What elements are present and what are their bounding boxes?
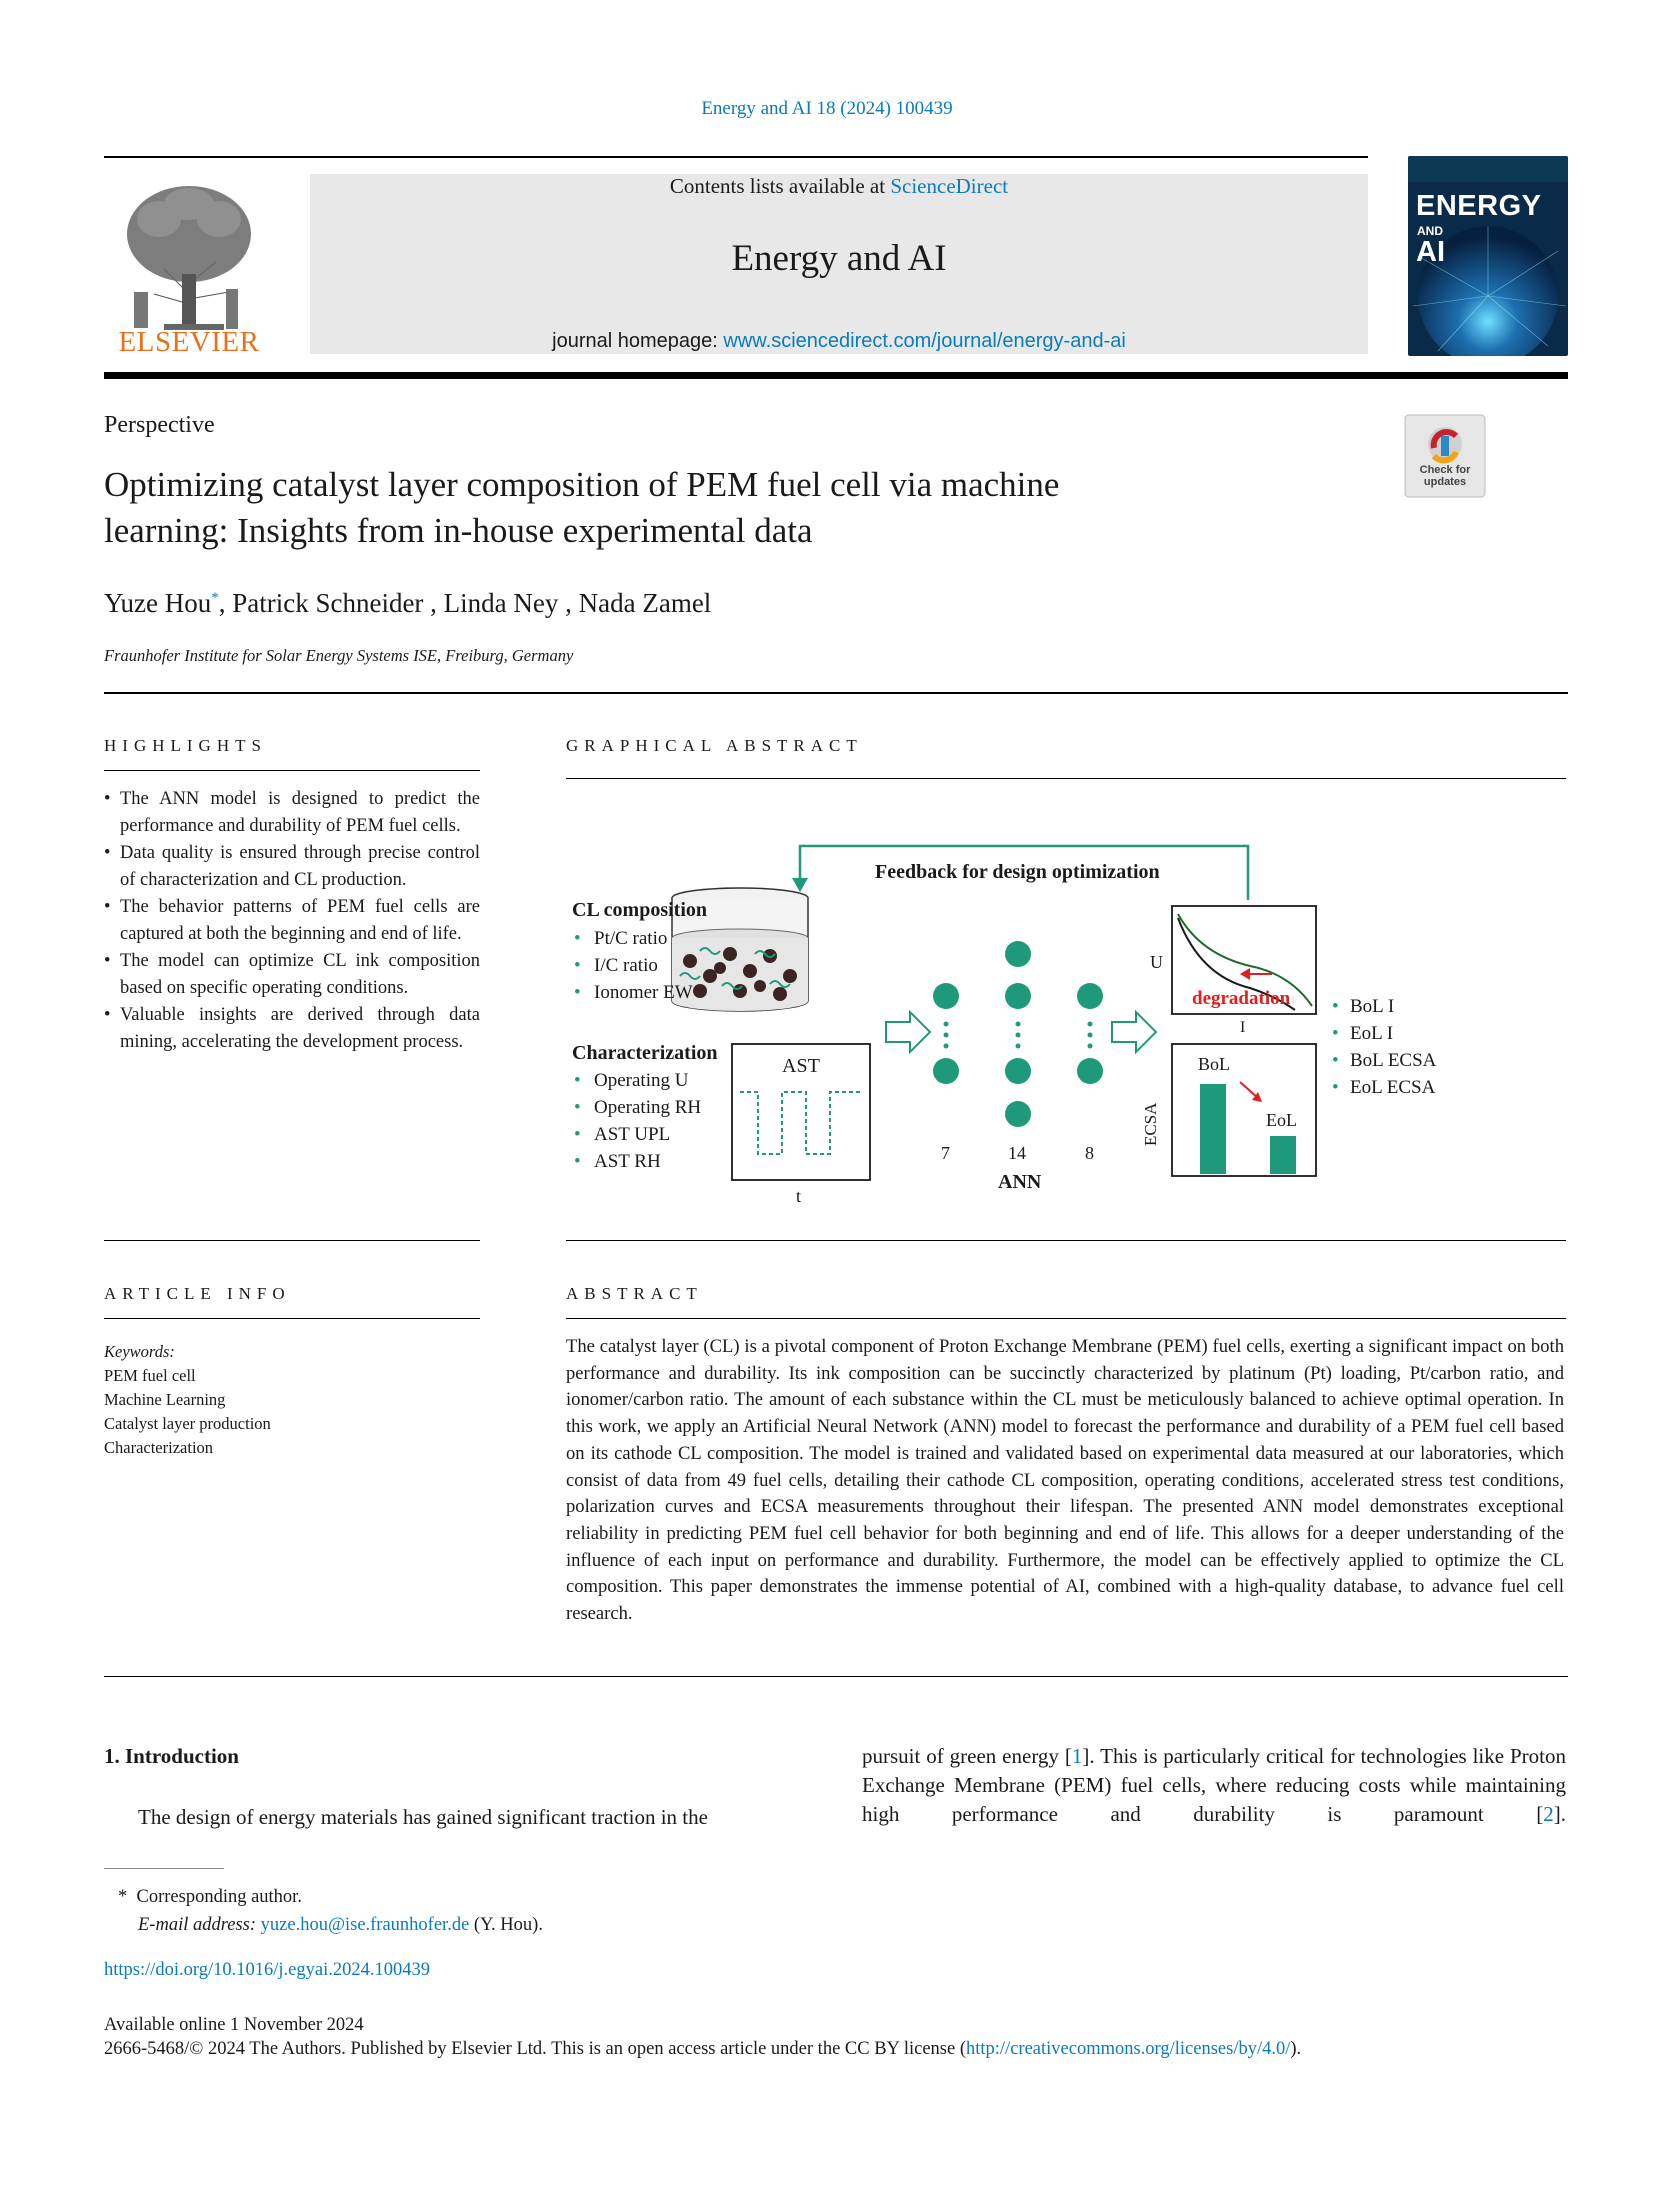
- bullet-icon: •: [574, 1097, 581, 1118]
- keywords: [104, 1340, 480, 1460]
- output-item: EoL I: [1350, 1023, 1394, 1044]
- keyword: Characterization: [104, 1438, 214, 1457]
- intro-text: ]. This is particularly critical for technologies like Proton Exchange Membrane (PEM) fuel cells, where reducing costs while maintaining high performance and durability is paramount [: [862, 1744, 1566, 1826]
- journal-reference[interactable]: Energy and AI 18 (2024) 100439: [701, 98, 953, 119]
- u-label: U: [1150, 952, 1163, 972]
- output-item: BoL I: [1350, 996, 1395, 1017]
- highlights-list: [104, 786, 480, 1056]
- keyword: Catalyst layer production: [104, 1414, 271, 1433]
- ann-label: ANN: [998, 1171, 1042, 1193]
- feedback-label: Feedback for design optimization: [875, 861, 1160, 883]
- highlights-rule: [104, 770, 480, 771]
- title-line-2: learning: Insights from in-house experimental data: [104, 511, 813, 550]
- highlight-item: • The behavior patterns of PEM fuel cells are captured at both the beginning and end of life.: [104, 894, 480, 948]
- abstract-heading: ABSTRACT: [566, 1284, 703, 1303]
- bol-label: BoL: [1198, 1054, 1231, 1074]
- highlight-item: • The model can optimize CL ink composition based on specific operating conditions.: [104, 948, 480, 1002]
- graphical-abstract-rule: [566, 778, 1566, 779]
- degradation-label: degradation: [1192, 988, 1291, 1009]
- bullet-icon: •: [1332, 1023, 1339, 1044]
- graphical-abstract-heading: GRAPHICAL ABSTRACT: [566, 736, 863, 755]
- cl-item: Ionomer EW: [594, 982, 693, 1003]
- intro-text: ].: [1553, 1802, 1566, 1826]
- homepage-link[interactable]: www.sciencedirect.com/journal/energy-and-ai: [723, 330, 1126, 352]
- layer-count: 14: [1008, 1143, 1026, 1163]
- bullet-icon: •: [574, 1124, 581, 1145]
- sciencedirect-link[interactable]: ScienceDirect: [890, 174, 1009, 198]
- license-prefix: 2666-5468/© 2024 The Authors. Published by Elsevier Ltd. This is an open access article under the CC BY license (: [104, 2039, 966, 2059]
- article-info-rule: [104, 1318, 480, 1319]
- keyword: PEM fuel cell: [104, 1366, 196, 1385]
- email-suffix: (Y. Hou).: [469, 1915, 543, 1935]
- graphical-abstract: [560, 836, 1550, 1236]
- highlight-item: • Valuable insights are derived through data mining, accelerating the development process.: [104, 1002, 480, 1056]
- abstract-text: The catalyst layer (CL) is a pivotal component of Proton Exchange Membrane (PEM) fuel cells, exerting a significant impact on both performance and durability. Its ink composition can be succinctly characterized by platinum (Pt) loading, Pt/carbon ratio, and ionomer/carbon ratio. The amount of each substance within the CL must be meticulously balanced to achieve optimal operation. In this work, we apply an Artificial Neural Network (ANN) model to forecast the performance and durability of a PEM fuel cell based on its cathode CL composition. The model is trained and validated based on experimental data measured at our laboratories, which consist of data from 49 fuel cells, detailing their cathode CL composition, operating conditions, accelerated stress test conditions, polarization curves and ECSA measurements throughout their lifespan. The presented ANN model demonstrates exceptional reliability in predicting PEM fuel cell behavior for both beginning and end of life. This allows for a deeper understanding of the influence of each input on performance and durability. Furthermore, the model can be effectively applied to optimize the CL composition. This paper demonstrates the immense potential of AI, combined with a high-quality database, to advance fuel cell research.: [566, 1336, 1564, 1625]
- feedback-arrow-head: [792, 878, 808, 892]
- bullet-icon: •: [574, 928, 581, 949]
- highlights-heading: HIGHLIGHTS: [104, 736, 267, 755]
- abstract-rule: [566, 1318, 1566, 1319]
- article-title: [104, 462, 1304, 554]
- corresponding-mark[interactable]: *: [211, 590, 219, 606]
- elsevier-logo[interactable]: [104, 174, 274, 364]
- contents-line: [310, 174, 1368, 199]
- bullet-icon: •: [574, 955, 581, 976]
- footnote: [104, 1883, 543, 1939]
- cl-item: I/C ratio: [594, 955, 658, 976]
- homepage-line: [310, 330, 1368, 353]
- journal-cover[interactable]: [1408, 156, 1568, 356]
- highlight-item: • The ANN model is designed to predict the performance and durability of PEM fuel cells.: [104, 786, 480, 840]
- bullet-icon: •: [574, 1070, 581, 1091]
- highlight-item: • Data quality is ensured through precise control of characterization and CL production.: [104, 840, 480, 894]
- doi-link[interactable]: https://doi.org/10.1016/j.egyai.2024.100439: [104, 1960, 430, 1980]
- eol-label: EoL: [1266, 1110, 1297, 1130]
- cover-title: ENERGY: [1416, 190, 1542, 222]
- license-link[interactable]: http://creativecommons.org/licenses/by/4.0/: [966, 2039, 1291, 2059]
- output-item: BoL ECSA: [1350, 1050, 1437, 1071]
- i-label: I: [1240, 1019, 1246, 1036]
- output-arrow-icon: [1112, 1012, 1156, 1052]
- available-online: Available online 1 November 2024: [104, 2015, 364, 2035]
- cl-composition-title: CL composition: [572, 899, 708, 921]
- cover-ai: AI: [1416, 236, 1445, 268]
- email-label: E-mail address:: [138, 1915, 261, 1935]
- layer-count: 7: [941, 1143, 950, 1163]
- corresponding-author-note: [104, 1883, 543, 1911]
- contents-prefix: Contents lists available at: [669, 174, 891, 198]
- corresponding-text: Corresponding author.: [136, 1887, 302, 1907]
- bullet-icon: •: [574, 982, 581, 1003]
- eol-bar: [1270, 1136, 1296, 1174]
- t-label: t: [796, 1186, 802, 1206]
- elsevier-wordmark: ELSEVIER: [118, 326, 260, 358]
- highlights-bottom-rule: [104, 1240, 480, 1241]
- intro-paragraph-right: [862, 1742, 1566, 1829]
- license-suffix: ).: [1290, 2039, 1302, 2059]
- footnote-mark: *: [118, 1887, 128, 1907]
- email-link[interactable]: yuze.hou@ise.fraunhofer.de: [260, 1915, 470, 1935]
- homepage-prefix: journal homepage:: [552, 330, 724, 352]
- intro-paragraph-left: The design of energy materials has gained significant traction in the: [138, 1805, 708, 1829]
- check-for-updates-badge[interactable]: [1404, 414, 1486, 498]
- bullet-icon: •: [1332, 1050, 1339, 1071]
- bol-bar: [1200, 1084, 1226, 1174]
- article-type: Perspective: [104, 412, 215, 438]
- intro-text: pursuit of green energy [: [862, 1744, 1072, 1768]
- ast-label: AST: [782, 1055, 820, 1077]
- characterization-title: Characterization: [572, 1042, 718, 1064]
- reference-link[interactable]: 2: [1543, 1802, 1554, 1826]
- cl-item: Pt/C ratio: [594, 928, 668, 949]
- introduction-heading: 1. Introduction: [104, 1744, 239, 1768]
- author-1[interactable]: Yuze Hou: [104, 588, 212, 618]
- graphical-abstract-bottom-rule: [566, 1240, 1566, 1241]
- reference-link[interactable]: 1: [1071, 1744, 1083, 1768]
- bullet-icon: •: [574, 1151, 581, 1172]
- bullet-icon: •: [1332, 996, 1339, 1017]
- other-authors: , Patrick Schneider , Linda Ney , Nada Zamel: [218, 588, 712, 618]
- crossmark-line-1: Check for: [1419, 464, 1471, 476]
- affiliation-rule: [104, 692, 1568, 694]
- article-info-heading: ARTICLE INFO: [104, 1284, 291, 1303]
- ann-network: [933, 941, 1103, 1127]
- header-bottom-rule: [104, 372, 1568, 379]
- keywords-label: Keywords:: [104, 1342, 175, 1361]
- input-arrow-icon: [886, 1012, 930, 1052]
- char-item: AST UPL: [594, 1124, 671, 1145]
- footnote-rule: [104, 1868, 224, 1869]
- title-line-1: Optimizing catalyst layer composition of PEM fuel cell via machine: [104, 465, 1060, 504]
- char-item: AST RH: [594, 1151, 661, 1172]
- crossmark-line-2: updates: [1423, 476, 1467, 488]
- keyword: Machine Learning: [104, 1390, 226, 1409]
- license-line: [104, 2037, 1301, 2061]
- graphical-abstract-diagram: [560, 836, 1550, 1236]
- affiliation: Fraunhofer Institute for Solar Energy Systems ISE, Freiburg, Germany: [104, 646, 574, 665]
- cover-and: AND: [1417, 224, 1443, 238]
- email-line: [104, 1911, 543, 1939]
- authors: [104, 588, 711, 619]
- char-item: Operating RH: [594, 1097, 702, 1118]
- top-rule: [104, 156, 1368, 158]
- char-item: Operating U: [594, 1070, 689, 1091]
- ecsa-label: ECSA: [1141, 1102, 1160, 1146]
- journal-name: Energy and AI: [731, 238, 947, 279]
- crossmark-text: [1404, 464, 1486, 488]
- publication-info: [104, 2013, 1301, 2061]
- abstract-bottom-rule: [104, 1676, 1568, 1677]
- output-item: EoL ECSA: [1350, 1077, 1436, 1098]
- bullet-icon: •: [1332, 1077, 1339, 1098]
- layer-count: 8: [1085, 1143, 1094, 1163]
